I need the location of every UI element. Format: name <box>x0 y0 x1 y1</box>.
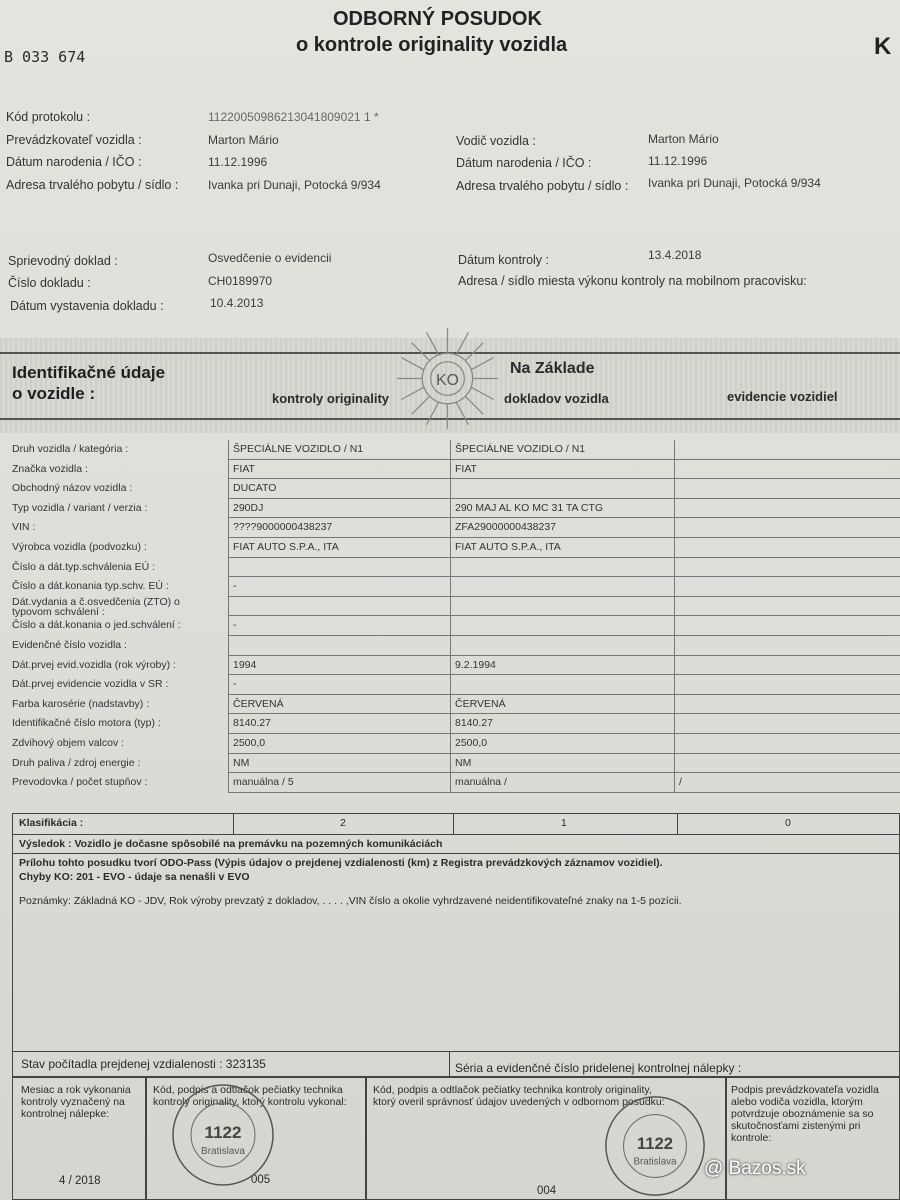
table-cell <box>12 734 228 754</box>
table-cell <box>12 518 228 538</box>
stamp-verifier <box>600 1092 710 1200</box>
row-value: - <box>233 580 237 593</box>
table-cell <box>228 675 450 695</box>
doc-date-value: 10.4.2013 <box>210 296 264 310</box>
table-cell <box>12 479 228 499</box>
table-row <box>12 754 900 774</box>
band-na-zaklade: Na Základe <box>510 360 595 377</box>
row-value: - <box>233 619 237 632</box>
row-label: Číslo a dát.konania o jed.schválení : <box>12 619 181 632</box>
row-value: FIAT AUTO S.P.A., ITA <box>455 541 561 553</box>
row-label: Druh vozidla / kategória : <box>12 443 129 455</box>
table-cell <box>228 597 450 617</box>
row-value: FIAT AUTO S.P.A., ITA <box>233 541 339 553</box>
row-label: Evidenčné číslo vozidla : <box>12 639 127 651</box>
table-cell <box>228 440 450 460</box>
table-cell <box>228 695 450 715</box>
row-label: Prevodovka / počet stupňov : <box>12 776 148 789</box>
table-row <box>12 577 900 597</box>
table-cell <box>228 558 450 578</box>
table-cell <box>450 714 674 734</box>
table-row <box>12 460 900 480</box>
table-cell <box>228 460 450 480</box>
row-value: ????9000000438237 <box>233 521 333 534</box>
table-cell <box>12 773 228 793</box>
odometer-label: Stav počítadla prejdenej vzdialenosti : 323135 <box>21 1057 266 1071</box>
table-cell <box>12 577 228 597</box>
divider <box>233 814 234 834</box>
table-cell <box>450 675 674 695</box>
table-cell <box>674 577 900 597</box>
protocol-code-value: 11220050986213041809021 1 * <box>208 110 379 124</box>
sticker-month-value: 4 / 2018 <box>59 1175 101 1187</box>
table-row <box>12 616 900 636</box>
table-cell <box>228 656 450 676</box>
table-cell <box>228 734 450 754</box>
operator-label: Prevádzkovateľ vozidla : <box>6 133 142 147</box>
table-cell <box>450 558 674 578</box>
table-cell <box>12 754 228 774</box>
table-cell <box>674 597 900 617</box>
table-cell <box>12 440 228 460</box>
operator-dob-value: 11.12.1996 <box>208 155 268 169</box>
stamp-city: Bratislava <box>633 1156 677 1168</box>
table-row <box>12 440 900 460</box>
table-row <box>12 656 900 676</box>
title-line-2: o kontrole originality vozidla <box>296 34 568 56</box>
row-value: DUCATO <box>233 482 277 495</box>
table-cell <box>674 538 900 558</box>
row-value: 1994 <box>233 658 257 671</box>
table-row <box>12 734 900 754</box>
control-date-label: Dátum kontroly : <box>458 253 550 267</box>
divider <box>453 814 454 834</box>
table-cell <box>12 538 228 558</box>
row-label: Dát.prvej evid.vozidla (rok výroby) : <box>12 658 176 671</box>
row-value: FIAT <box>455 462 477 475</box>
table-cell <box>228 616 450 636</box>
notes-box <box>12 853 900 1052</box>
table-cell <box>450 754 674 774</box>
technician-code: 005 <box>251 1174 271 1186</box>
table-cell <box>228 636 450 656</box>
table-row <box>12 773 900 793</box>
owner-signature-box <box>726 1077 900 1200</box>
classification-row <box>12 813 900 835</box>
notes-text: Poznámky: Základná KO - JDV, Rok výroby prevzatý z dokladov, . . . . ,VIN číslo a okolie vyhrdzavené neidentifikovateľné znaky na 1-5 pozícii. <box>19 895 682 907</box>
table-cell <box>674 558 900 578</box>
stamp-number: 1122 <box>636 1133 674 1153</box>
table-cell <box>228 577 450 597</box>
band-title-2: o vozidle : <box>12 384 96 403</box>
table-cell <box>12 675 228 695</box>
sticker-series-label: Séria a evidenčné číslo pridelenej kontrolnej nálepky : <box>455 1061 742 1075</box>
classification-label: Klasifikácia : <box>19 817 84 829</box>
table-cell <box>674 636 900 656</box>
row-label: Identifikačné číslo motora (typ) : <box>12 717 161 730</box>
table-cell <box>228 518 450 538</box>
row-label: Obchodný názov vozidla : <box>12 482 133 495</box>
table-cell <box>450 616 674 636</box>
row-value: 8140.27 <box>455 717 493 730</box>
row-value: 2500,0 <box>233 737 266 749</box>
doc-number-label: Číslo dokladu : <box>8 276 91 290</box>
table-cell <box>450 440 674 460</box>
driver-address-value: Ivanka pri Dunaji, Potocká 9/934 <box>648 176 821 190</box>
table-cell <box>674 616 900 636</box>
table-cell <box>674 734 900 754</box>
table-row <box>12 675 900 695</box>
table-cell <box>228 499 450 519</box>
table-cell <box>674 440 900 460</box>
table-cell <box>228 773 450 793</box>
control-date-value: 13.4.2018 <box>648 248 702 262</box>
doc-date-label: Dátum vystavenia dokladu : <box>10 299 164 313</box>
row-value: / <box>679 776 682 789</box>
table-cell <box>450 460 674 480</box>
table-cell <box>450 518 674 538</box>
title-line-1: ODBORNÝ POSUDOK <box>333 8 542 30</box>
doc-number-value: CH0189970 <box>208 274 273 288</box>
row-label: Číslo a dát.konania typ.schv. EÚ : <box>12 580 169 593</box>
table-cell <box>674 695 900 715</box>
table-cell <box>450 734 674 754</box>
row-value: ŠPECIÁLNE VOZIDLO / N1 <box>233 443 364 455</box>
table-cell <box>450 773 674 793</box>
row-label: Typ vozidla / variant / verzia : <box>12 501 148 514</box>
table-cell <box>450 499 674 519</box>
row-value: 290 MAJ AL KO MC 31 TA CTG <box>455 501 604 514</box>
row-value: - <box>233 678 237 691</box>
operator-address-value: Ivanka pri Dunaji, Potocká 9/934 <box>208 178 381 192</box>
band-col-1: kontroly originality <box>272 391 390 406</box>
errors-text: Chyby KO: 201 - EVO - údaje sa nenašli v EVO <box>19 871 250 883</box>
owner-signature-label: Podpis prevádzkovateľa vozidla alebo vodiča vozidla, ktorým potvrdzuje oboznámenie sa so skutočnosťami zistenými pri kontrole: <box>731 1084 879 1144</box>
row-value: ČERVENÁ <box>455 697 506 710</box>
sticker-month-box <box>12 1077 146 1200</box>
table-row <box>12 695 900 715</box>
result-box <box>12 834 900 854</box>
table-cell <box>674 675 900 695</box>
row-value: manuálna / <box>455 776 507 789</box>
classification-v1: 2 <box>340 817 346 829</box>
operator-address-label: Adresa trvalého pobytu / sídlo : <box>6 178 179 192</box>
driver-address-label: Adresa trvalého pobytu / sídlo : <box>456 179 629 193</box>
row-label: Značka vozidla : <box>12 462 88 475</box>
table-row <box>12 714 900 734</box>
table-cell <box>12 616 228 636</box>
row-label: Farba karosérie (nadstavby) : <box>12 697 150 710</box>
table-cell <box>12 656 228 676</box>
row-value: ČERVENÁ <box>233 697 284 710</box>
doc-type-value: Osvedčenie o evidencii <box>208 251 332 265</box>
table-cell <box>12 636 228 656</box>
table-cell <box>228 714 450 734</box>
table-row <box>12 499 900 519</box>
driver-dob-value: 11.12.1996 <box>648 154 708 168</box>
table-row <box>12 538 900 558</box>
stamp-city: Bratislava <box>201 1146 245 1157</box>
divider <box>677 814 678 834</box>
mobile-place-label: Adresa / sídlo miesta výkonu kontroly na mobilnom pracovisku: <box>458 274 807 288</box>
table-cell <box>450 577 674 597</box>
driver-dob-label: Dátum narodenia / IČO : <box>456 156 592 170</box>
table-cell <box>12 558 228 578</box>
band-title-1: Identifikačné údaje <box>12 363 166 382</box>
row-label: Dát.prvej evidencie vozidla v SR : <box>12 678 169 691</box>
table-cell <box>674 773 900 793</box>
table-cell <box>450 695 674 715</box>
verifier-code: 004 <box>537 1185 557 1197</box>
watermark: @ Bazos.sk <box>704 1158 806 1179</box>
verifier-label: Kód, podpis a odtlačok pečiatky technika kontroly originality, ktorý overil správnosť údajov uvedených v odbornom posudku: <box>373 1084 665 1108</box>
row-value: NM <box>233 756 250 769</box>
table-cell <box>674 460 900 480</box>
driver-value: Marton Mário <box>648 132 719 146</box>
corner-letter: K <box>874 33 892 60</box>
table-cell <box>450 538 674 558</box>
ko-logo <box>395 326 500 431</box>
sticker-month-label: Mesiac a rok vykonania kontroly vyznačený na kontrolnej nálepke: <box>21 1084 131 1120</box>
table-cell <box>12 695 228 715</box>
table-cell <box>228 538 450 558</box>
table-cell <box>674 499 900 519</box>
row-value: 2500,0 <box>455 737 488 749</box>
driver-label: Vodič vozidla : <box>456 134 536 148</box>
table-cell <box>450 636 674 656</box>
row-label: Druh paliva / zdroj energie : <box>12 756 141 769</box>
odometer-row <box>12 1051 900 1077</box>
table-cell <box>674 656 900 676</box>
row-label: Číslo a dát.typ.schválenia EÚ : <box>12 560 155 573</box>
row-value: FIAT <box>233 462 255 475</box>
table-row <box>12 558 900 578</box>
divider <box>449 1052 450 1076</box>
row-value: 290DJ <box>233 501 264 514</box>
row-value: NM <box>455 756 472 769</box>
table-cell <box>228 754 450 774</box>
band-col-2: dokladov vozidla <box>504 391 609 406</box>
table-cell <box>228 479 450 499</box>
table-cell <box>12 499 228 519</box>
row-label: Výrobca vozidla (podvozku) : <box>12 541 147 553</box>
stamp-technician <box>168 1080 278 1190</box>
table-cell <box>12 460 228 480</box>
ko-logo-text: KO <box>436 371 459 389</box>
row-value: 8140.27 <box>233 717 271 730</box>
row-value: 9.2.1994 <box>455 658 496 671</box>
classification-v3: 0 <box>785 817 791 829</box>
series-number: B 033 674 <box>4 48 86 66</box>
table-cell <box>674 479 900 499</box>
table-cell <box>674 754 900 774</box>
band-col-3: evidencie vozidiel <box>727 389 838 404</box>
table-row <box>12 518 900 538</box>
operator-dob-label: Dátum narodenia / IČO : <box>6 155 142 169</box>
table-cell <box>450 656 674 676</box>
row-label: Dát.vydania a č.osvedčenia (ZTO) o typovom schválení : <box>12 595 180 618</box>
row-value: manuálna / 5 <box>233 776 294 789</box>
table-cell <box>674 518 900 538</box>
row-value: ZFA29000000438237 <box>455 521 557 534</box>
row-label: VIN : <box>12 521 36 534</box>
table-cell <box>12 597 228 617</box>
table-row <box>12 479 900 499</box>
technician-label: Kód, podpis a odtlačok pečiatky technika kontroly originality, ktorý kontrolu vykonal: <box>153 1084 347 1108</box>
protocol-code-label: Kód protokolu : <box>6 110 91 124</box>
row-label: Zdvihový objem valcov : <box>12 737 125 749</box>
table-row <box>12 597 900 617</box>
table-cell <box>450 597 674 617</box>
table-cell <box>450 479 674 499</box>
result-text: Výsledok : Vozidlo je dočasne spôsobilé na premávku na pozemných komunikáciách <box>19 838 443 850</box>
row-value: ŠPECIÁLNE VOZIDLO / N1 <box>455 443 586 455</box>
classification-v2: 1 <box>561 817 567 829</box>
table-cell <box>12 714 228 734</box>
table-cell <box>674 714 900 734</box>
table-row <box>12 636 900 656</box>
stamp-number: 1122 <box>204 1123 242 1142</box>
attachment-text: Prílohu tohto posudku tvorí ODO-Pass (Výpis údajov o prejdenej vzdialenosti (km) z Registra prevádzkových záznamov vozidiel). <box>19 857 663 869</box>
doc-type-label: Sprievodný doklad : <box>8 254 118 268</box>
operator-value: Marton Mário <box>208 133 279 147</box>
